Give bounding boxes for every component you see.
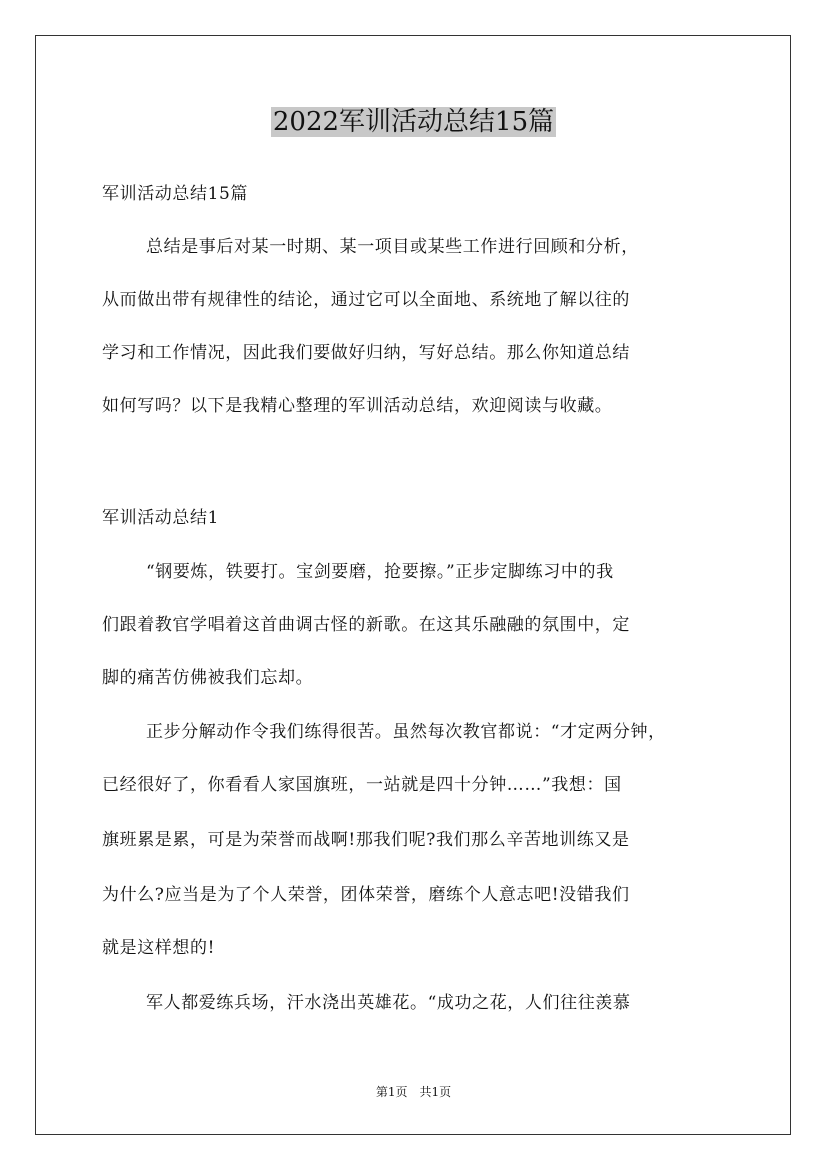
intro-line: 学习和工作情况，因此我们要做好归纳，写好总结。那么你知道总结: [102, 343, 630, 363]
paragraph-line: 正步分解动作令我们练得很苦。虽然每次教官都说：“才定两分钟，: [146, 722, 666, 742]
paragraph-line: 就是这样想的!: [102, 938, 216, 958]
section-heading: 军训活动总结1: [102, 508, 220, 528]
paragraph-line: “钢要炼，铁要打。宝剑要磨，抢要擦。”正步定脚练习中的我: [146, 562, 614, 582]
page-footer: 第1页 共1页: [375, 1085, 452, 1099]
paragraph-line: 为什么?应当是为了个人荣誉，团体荣誉，磨练个人意志吧!没错我们: [102, 885, 630, 905]
paragraph-line: 脚的痛苦仿佛被我们忘却。: [102, 668, 314, 688]
document-title: [0, 103, 827, 141]
paragraph-line: 们跟着教官学唱着这首曲调古怪的新歌。在这其乐融融的氛围中，定: [102, 615, 630, 635]
document-title-text: 2022军训活动总结15篇: [272, 107, 555, 137]
intro-line: 总结是事后对某一时期、某一项目或某些工作进行回顾和分析，: [146, 237, 639, 257]
intro-line: 如何写吗？以下是我精心整理的军训活动总结，欢迎阅读与收藏。: [102, 396, 613, 416]
document-subtitle: 军训活动总结15篇: [102, 184, 249, 204]
paragraph-line: 旗班累是累，可是为荣誉而战啊!那我们呢?我们那么辛苦地训练又是: [102, 830, 630, 850]
paragraph-line: 军人都爱练兵场，汗水浇出英雄花。“成功之花，人们往往羡慕: [146, 993, 631, 1013]
paragraph-line: 已经很好了，你看看人家国旗班，一站就是四十分钟……”我想：国: [102, 775, 622, 795]
intro-line: 从而做出带有规律性的结论，通过它可以全面地、系统地了解以往的: [102, 290, 630, 310]
